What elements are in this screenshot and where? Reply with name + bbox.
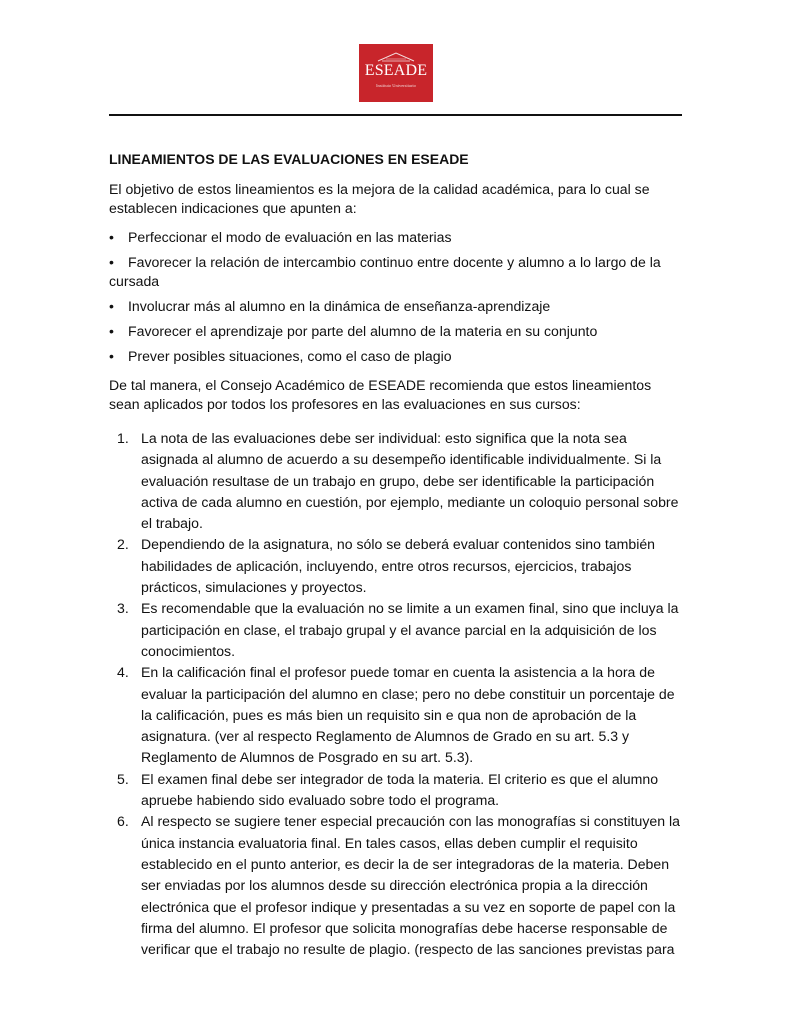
list-item-text: Perfeccionar el modo de evaluación en las materias	[128, 229, 452, 245]
building-roof-icon	[376, 52, 416, 62]
item-number: 3.	[117, 600, 129, 617]
item-number: 4.	[117, 664, 129, 681]
bullet-icon: •	[109, 298, 114, 314]
list-item	[109, 253, 684, 291]
item-text: La nota de las evaluaciones debe ser individual: esto significa que la nota sea asignada al alumno de acuerdo a su desempeño identificable individualmente. Si la evaluación resultase de un trabajo en grupo, debe ser identificable la participación activa de cada alumno en cuestión, por ejemplo, mediante un coloquio personal sobre el trabajo.	[141, 430, 679, 532]
list-item	[109, 297, 684, 316]
list-item-text: Favorecer el aprendizaje por parte del alumno de la materia en su conjunto	[128, 323, 598, 339]
document-title: LINEAMIENTOS DE LAS EVALUACIONES EN ESEADE	[109, 151, 469, 167]
item-text: Al respecto se sugiere tener especial precaución con las monografías si constituyen la única instancia evaluatoria final. En tales casos, ellas deben cumplir el requisito establecido en el punto anterior, es decir la de ser integradoras de la materia. Deben ser enviadas por los alumnos desde su dirección electrónica propia a la dirección electrónica que el profesor indique y presentadas a su vez en soporte de papel con la firma del alumno. El profesor que solicita monografías debe hacerse responsable de verificar que el trabajo no resulte de plagio. (respecto de las sanciones previstas para	[141, 813, 680, 958]
list-item	[109, 228, 684, 247]
objectives-list	[109, 228, 684, 366]
bullet-icon: •	[109, 229, 114, 245]
header-divider	[109, 114, 682, 116]
eseade-logo	[359, 44, 433, 102]
bullet-icon: •	[109, 348, 114, 364]
guideline-item	[109, 598, 684, 662]
list-item-text: Favorecer la relación de intercambio continuo entre docente y alumno a lo largo de la cursada	[109, 254, 661, 289]
guideline-item	[109, 811, 684, 960]
guideline-item	[109, 769, 684, 812]
guideline-item	[109, 428, 684, 534]
item-number: 5.	[117, 770, 129, 787]
bullet-icon: •	[109, 323, 114, 339]
item-text: En la calificación final el profesor puede tomar en cuenta la asistencia a la hora de evaluar la participación del alumno en clase; pero no debe constituir un porcentaje de la calificación, pues es más bien un requisito sin e qua non de aprobación de la asignatura. (ver al respecto Reglamento de Alumnos de Grado en su art. 5.3 y Reglamento de Alumnos de Posgrado en su art. 5.3).	[141, 664, 675, 766]
bullet-icon: •	[109, 254, 114, 270]
document-body	[109, 150, 684, 960]
item-number: 2.	[117, 536, 129, 553]
guideline-item	[109, 534, 684, 598]
item-number: 1.	[117, 430, 129, 446]
list-item	[109, 322, 684, 341]
logo-brand-text: ESEADE	[364, 62, 428, 79]
item-text: Es recomendable que la evaluación no se limite a un examen final, sino que incluya la participación en clase, el trabajo grupal y el avance parcial en la adquisición de los conocimientos.	[141, 600, 679, 659]
list-item-text: Prever posibles situaciones, como el caso de plagio	[128, 348, 452, 364]
list-item	[109, 347, 684, 366]
item-text: El examen final debe ser integrador de toda la materia. El criterio es que el alumno apruebe habiendo sido evaluado sobre todo el programa.	[141, 770, 659, 809]
guideline-item	[109, 662, 684, 768]
logo-subtitle: Instituto Universitario	[376, 83, 416, 88]
list-item-text: Involucrar más al alumno en la dinámica de enseñanza-aprendizaje	[128, 298, 551, 314]
item-text: Dependiendo de la asignatura, no sólo se deberá evaluar contenidos sino también habilidades de aplicación, incluyendo, entre otros recursos, ejercicios, trabajos prácticos, simulaciones y proyectos.	[141, 536, 655, 596]
guidelines-list	[109, 428, 684, 960]
item-number: 6.	[117, 813, 129, 830]
recommendation-paragraph: De tal manera, el Consejo Académico de ESEADE recomienda que estos lineamientos sean aplicados por todos los profesores en las evaluaciones en sus cursos:	[109, 377, 652, 412]
intro-paragraph: El objetivo de estos lineamientos es la mejora de la calidad académica, para lo cual se establecen indicaciones que apunten a:	[109, 181, 650, 216]
